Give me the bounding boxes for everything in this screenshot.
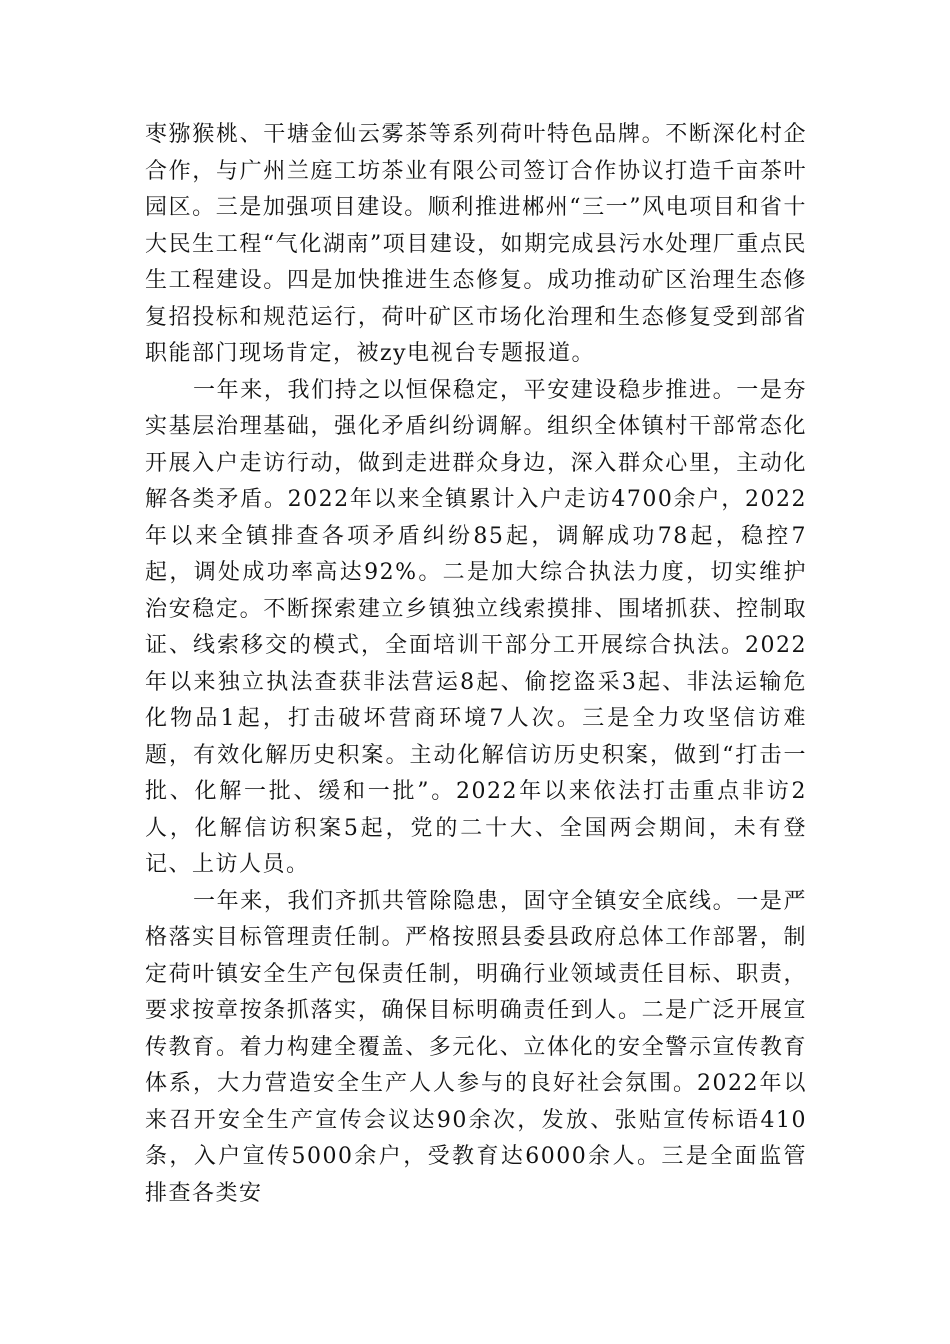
paragraph-ecology-projects: 枣猕猴桃、干塘金仙云雾茶等系列荷叶特色品牌。不断深化村企合作，与广州兰庭工坊茶业有限公司签订合作协议打造千亩茶叶园区。三是加强项目建设。顺利推进郴州“三一”风电项目和省十大民生工程“气化湖南”项目建设，如期完成县污水处理厂重点民生工程建设。四是加快推进生态修复。成功推动矿区治理生态修复招投标和规范运行，荷叶矿区市场化治理和生态修复受到部省职能部门现场肯定，被zy电视台专题报道。 xyxy=(145,122,807,366)
paragraph-safety: 一年来，我们齐抓共管除隐患，固守全镇安全底线。一是严格落实目标管理责任制。严格按照县委县政府总体工作部署，制定荷叶镇安全生产包保责任制，明确行业领域责任目标、职责，要求按章按条抓落实，确保目标明确责任到人。二是广泛开展宣传教育。着力构建全覆盖、多元化、立体化的安全警示宣传教育体系，大力营造安全生产人人参与的良好社会氛围。2022年以来召开安全生产宣传会议达90余次，发放、张贴宣传标语410条，入户宣传5000余户，受教育达6000余人。三是全面监管排查各类安 xyxy=(145,888,807,1206)
document-body xyxy=(145,117,807,1212)
paragraph-stability: 一年来，我们持之以恒保稳定，平安建设稳步推进。一是夯实基层治理基础，强化矛盾纠纷调解。组织全体镇村干部常态化开展入户走访行动，做到走进群众身边，深入群众心里，主动化解各类矛盾。2022年以来全镇累计入户走访4700余户，2022年以来全镇排查各项矛盾纠纷85起，调解成功78起，稳控7起，调处成功率高达92%。二是加大综合执法力度，切实维护治安稳定。不断探索建立乡镇独立线索摸排、围堵抓获、控制取证、线索移交的模式，全面培训干部分工开展综合执法。2022年以来独立执法查获非法营运8起、偷挖盗采3起、非法运输危化物品1起，打击破坏营商环境7人次。三是全力攻坚信访难题，有效化解历史积案。主动化解信访历史积案，做到“打击一批、化解一批、缓和一批”。2022年以来依法打击重点非访2人，化解信访积案5起，党的二十大、全国两会期间，未有登记、上访人员。 xyxy=(145,377,807,877)
